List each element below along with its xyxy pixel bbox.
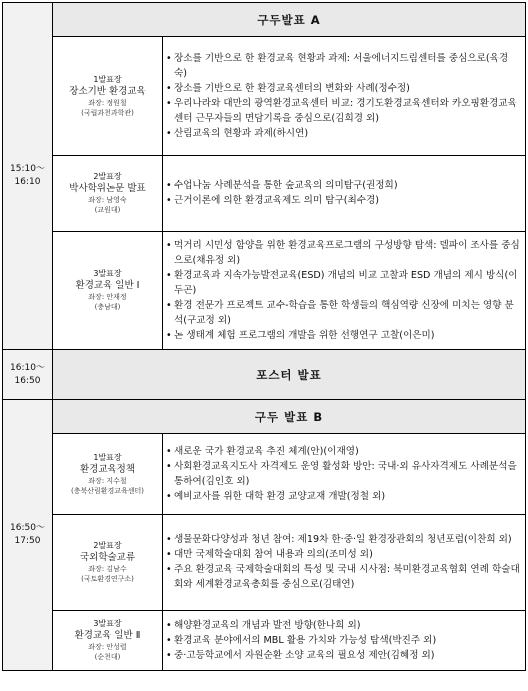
paper-list xyxy=(163,231,526,349)
paper-item: • 새로운 국가 환경교육 추진 체계(안)(이재영) xyxy=(166,444,521,459)
session-info xyxy=(53,434,163,514)
session-row xyxy=(53,231,525,349)
chair-name: 좌장: 남영숙 xyxy=(88,196,127,204)
time-start: 15:10～16:10 xyxy=(10,164,45,187)
paper-item: • 환경교육과 지속가능발전교육(ESD) 개념의 비교 고찰과 ESD 개념의 제시 방식(이두곤) xyxy=(166,268,521,298)
paper-item: • 예비교사를 위한 대학 환경 교양교재 개발(정철 외) xyxy=(166,489,521,504)
session-info xyxy=(53,231,163,349)
paper-item: • 중·고등학교에서 자원순환 소양 교육의 필요성 제안(김혜정 외) xyxy=(166,648,521,663)
paper-item: • 환경교육 분야에서의 MBL 활용 가치와 가능성 탐색(박진주 외) xyxy=(166,633,521,648)
session-row xyxy=(53,37,525,155)
session-list xyxy=(53,37,525,349)
chair-affiliation: (순천대) xyxy=(94,653,121,662)
paper-item: • 장소를 기반으로 한 환경교육 현황과 과제: 서울에너지드림센터를 중심으로(육경숙) xyxy=(166,51,521,81)
session-title: 박사학위논문 발표 xyxy=(69,183,146,194)
sessions-block3 xyxy=(53,434,526,671)
paper-item: • 수업나눔 사례분석을 통한 숲교육의 의미탐구(권정희) xyxy=(166,178,521,193)
paper-list xyxy=(163,37,526,155)
paper-item: • 논 생태계 체험 프로그램의 개발을 위한 선행연구 고찰(이은미) xyxy=(166,328,521,343)
section-header-oral-b xyxy=(53,400,526,434)
paper-item: • 환경 전문가 프로젝트 교수-학습을 통한 학생들의 핵심역량 신장에 미치는 영향 분석(구교정 외) xyxy=(166,298,521,328)
paper-item: • 사회환경교육지도사 자격제도 운영 활성화 방안: 국내·외 유사자격제도 사례분석을 통하여(김인호 외) xyxy=(166,459,521,489)
session-row xyxy=(53,155,525,231)
paper-item: • 우리나라와 대만의 광역환경교육센터 비교: 경기도환경교육센터와 카오핑환경교육센터 근무자들의 면담기록을 중심으로(김희경 외) xyxy=(166,96,521,126)
time-cell-block2 xyxy=(3,350,53,400)
section-title: 구두발표 A xyxy=(257,12,321,27)
program-table xyxy=(2,2,526,671)
chair-name: 좌장: 안재정 xyxy=(88,293,127,302)
chair-name: 좌장: 지수철 xyxy=(88,476,127,485)
chair-affiliation: (충남대) xyxy=(94,303,121,312)
time-range: 16:50～17:50 xyxy=(10,523,45,546)
room-label: 3발표장 xyxy=(93,619,122,629)
time-range: 16:10～16:50 xyxy=(10,362,45,386)
chair-affiliation: (충북산림환경교육센터) xyxy=(70,486,145,495)
session-title: 환경교육정책 xyxy=(79,463,136,475)
chair-name: 좌장: 안성렬 xyxy=(88,643,127,652)
chair-name: 좌장: 정원철 xyxy=(88,98,127,107)
chair-affiliation: (국토환경연구소) xyxy=(81,575,134,583)
paper-item: • 생물문화다양성과 청년 참여: 제19차 한·중·일 환경장관회의 청년포럼(이찬희 외) xyxy=(166,532,521,547)
session-info xyxy=(53,610,163,670)
room-label: 2발표장 xyxy=(93,541,122,550)
time-cell-block1 xyxy=(3,3,53,350)
session-info xyxy=(53,514,163,610)
session-title: 장소기반 환경교육 xyxy=(69,85,146,97)
session-list xyxy=(53,434,525,670)
paper-item: • 해양환경교육의 개념과 발전 방향(한나희 외) xyxy=(166,618,521,633)
paper-list xyxy=(163,514,526,610)
paper-list xyxy=(163,155,526,231)
section-header-oral-a xyxy=(53,3,526,37)
paper-list xyxy=(163,434,526,514)
session-info xyxy=(53,155,163,231)
paper-item: • 산림교육의 현황과 과제(하시연) xyxy=(166,126,521,141)
session-row xyxy=(53,434,525,514)
session-row xyxy=(53,514,525,610)
session-row xyxy=(53,610,525,670)
session-title: 환경교육 일반 Ⅰ xyxy=(75,280,140,292)
sessions-block1 xyxy=(53,37,526,350)
chair-affiliation: (교원대) xyxy=(94,206,121,214)
section-title: 구두 발표 B xyxy=(254,409,324,424)
chair-name: 좌장: 김남수 xyxy=(88,565,127,573)
room-label: 1발표장 xyxy=(93,74,122,84)
room-label: 3발표장 xyxy=(93,269,122,279)
section-header-poster xyxy=(53,350,526,400)
room-label: 1발표장 xyxy=(93,452,122,462)
session-title: 국외학술교류 xyxy=(79,552,136,563)
paper-item: • 대만 국제학술대회 참여 내용과 의의(조미성 외) xyxy=(166,547,521,562)
paper-list xyxy=(163,610,526,670)
paper-item: • 근거이론에 의한 환경교육제도 의미 탐구(최수경) xyxy=(166,193,521,208)
paper-item: • 먹거리 시민성 함양을 위한 환경교육프로그램의 구성방향 탐색: 델파이 조사를 중심으로(채유정 외) xyxy=(166,238,521,268)
paper-item: • 주요 환경교육 국제학술대회의 특성 및 국내 시사점: 북미환경교육협회 연례 학술대회와 세계환경교육총회를 중심으로(김태연) xyxy=(166,562,521,592)
room-label: 2발표장 xyxy=(93,172,122,181)
session-info xyxy=(53,37,163,155)
paper-item: • 장소를 기반으로 한 환경교육센터의 변화와 사례(정수정) xyxy=(166,81,521,96)
chair-affiliation: (국립과천과학관) xyxy=(81,108,134,117)
session-title: 환경교육 일반 Ⅱ xyxy=(74,630,141,642)
time-cell-block3 xyxy=(3,400,53,671)
section-title: 포스터 발표 xyxy=(256,367,322,382)
